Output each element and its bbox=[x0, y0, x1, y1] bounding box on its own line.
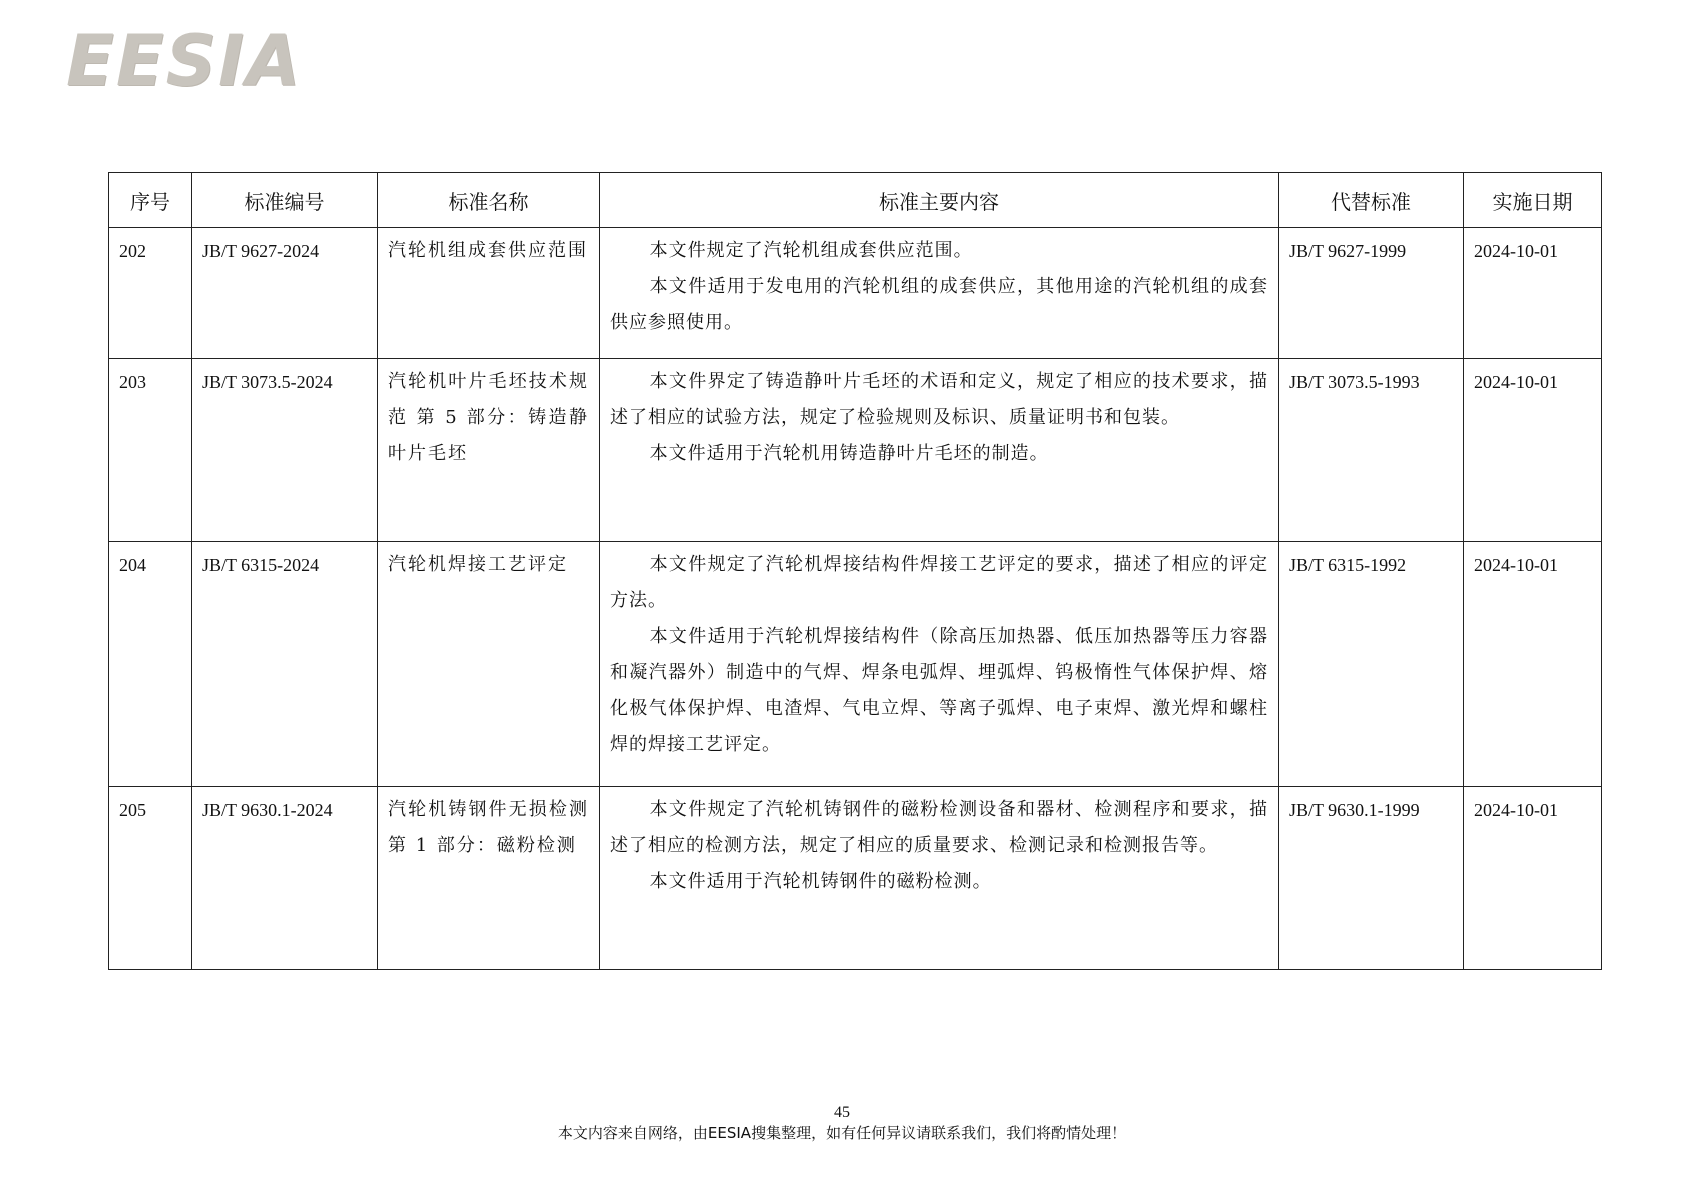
row-replaced-standard: JB/T 6315-1992 bbox=[1279, 542, 1464, 787]
row-standard-code: JB/T 9627-2024 bbox=[192, 228, 378, 359]
header-content: 标准主要内容 bbox=[600, 173, 1279, 228]
content-paragraph: 本文件适用于汽轮机用铸造静叶片毛坯的制造。 bbox=[649, 443, 1049, 464]
row-seq: 202 bbox=[109, 228, 192, 359]
table-row bbox=[109, 542, 1602, 787]
content-paragraph: 本文件规定了汽轮机铸钢件的磁粉检测设备和器材、检测程序和要求，描述了相应的检测方法，规定了相应的质量要求、检测记录和检测报告等。 bbox=[610, 799, 1268, 856]
row-effective-date: 2024-10-01 bbox=[1464, 542, 1602, 787]
row-standard-content bbox=[600, 542, 1279, 787]
header-code: 标准编号 bbox=[192, 173, 378, 228]
header-date: 实施日期 bbox=[1464, 173, 1602, 228]
row-seq: 204 bbox=[109, 542, 192, 787]
header-seq: 序号 bbox=[109, 173, 192, 228]
header-name: 标准名称 bbox=[378, 173, 600, 228]
row-effective-date: 2024-10-01 bbox=[1464, 228, 1602, 359]
row-standard-name: 汽轮机组成套供应范围 bbox=[378, 228, 600, 359]
row-standard-content bbox=[600, 787, 1279, 970]
row-seq: 203 bbox=[109, 359, 192, 542]
page-number: 45 bbox=[834, 1104, 850, 1121]
table-row bbox=[109, 787, 1602, 970]
content-paragraph: 本文件适用于发电用的汽轮机组的成套供应，其他用途的汽轮机组的成套供应参照使用。 bbox=[610, 276, 1268, 333]
row-replaced-standard: JB/T 3073.5-1993 bbox=[1279, 359, 1464, 542]
row-standard-name: 汽轮机铸钢件无损检测 第 1 部分：磁粉检测 bbox=[378, 787, 600, 970]
row-standard-code: JB/T 9630.1-2024 bbox=[192, 787, 378, 970]
content-paragraph: 本文件规定了汽轮机焊接结构件焊接工艺评定的要求，描述了相应的评定方法。 bbox=[610, 554, 1268, 611]
row-standard-name: 汽轮机焊接工艺评定 bbox=[378, 542, 600, 787]
row-standard-content bbox=[600, 359, 1279, 542]
header-row bbox=[109, 173, 1602, 228]
footer-disclaimer: 本文内容来自网络，由EESIA搜集整理，如有任何异议请联系我们，我们将酌情处理！ bbox=[557, 1124, 1127, 1142]
eesia-logo: EESIA bbox=[66, 20, 303, 102]
header-replaced: 代替标准 bbox=[1279, 173, 1464, 228]
content-paragraph: 本文件界定了铸造静叶片毛坯的术语和定义，规定了相应的技术要求，描述了相应的试验方法，规定了检验规则及标识、质量证明书和包装。 bbox=[610, 371, 1268, 428]
table-row bbox=[109, 228, 1602, 359]
row-standard-content bbox=[600, 228, 1279, 359]
standards-table bbox=[108, 172, 1602, 970]
row-effective-date: 2024-10-01 bbox=[1464, 359, 1602, 542]
content-paragraph: 本文件适用于汽轮机铸钢件的磁粉检测。 bbox=[649, 871, 992, 892]
content-paragraph: 本文件适用于汽轮机焊接结构件（除高压加热器、低压加热器等压力容器和凝汽器外）制造中的气焊、焊条电弧焊、埋弧焊、钨极惰性气体保护焊、熔化极气体保护焊、电渣焊、气电立焊、等离子弧焊、电子束焊、激光焊和螺柱焊的焊接工艺评定。 bbox=[610, 626, 1268, 755]
row-standard-code: JB/T 3073.5-2024 bbox=[192, 359, 378, 542]
table-row bbox=[109, 359, 1602, 542]
row-standard-name: 汽轮机叶片毛坯技术规范 第 5 部分：铸造静叶片毛坯 bbox=[378, 359, 600, 542]
row-seq: 205 bbox=[109, 787, 192, 970]
content-paragraph: 本文件规定了汽轮机组成套供应范围。 bbox=[649, 240, 973, 261]
row-effective-date: 2024-10-01 bbox=[1464, 787, 1602, 970]
row-standard-code: JB/T 6315-2024 bbox=[192, 542, 378, 787]
row-replaced-standard: JB/T 9630.1-1999 bbox=[1279, 787, 1464, 970]
row-replaced-standard: JB/T 9627-1999 bbox=[1279, 228, 1464, 359]
